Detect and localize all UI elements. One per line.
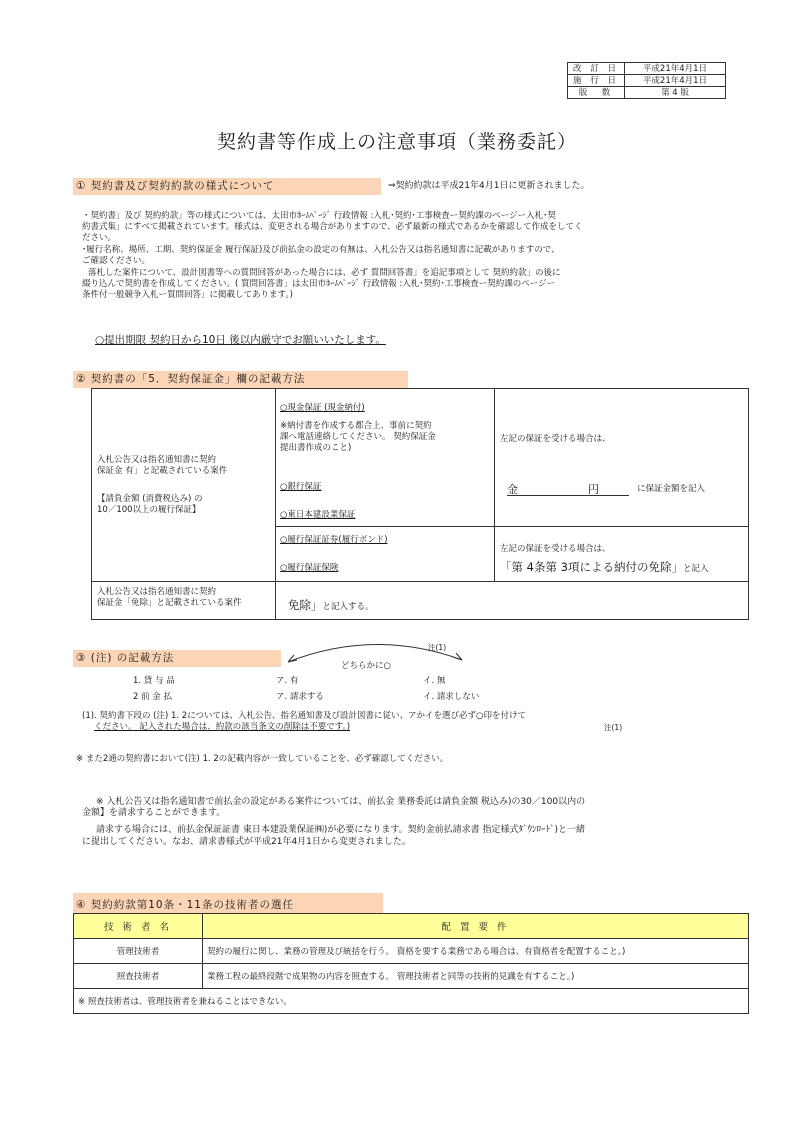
section3-heading: ③ (注) の記載方法 (73, 650, 281, 667)
left-line: 保証金「免除」と記載されている案件 (97, 598, 242, 608)
menjo-text: 免除」 (288, 598, 323, 612)
note-line-2: ください。 記入された場合は、約款の該当条文の削除は不要です。) (94, 722, 351, 732)
section1-update-note: ⇒契約約款は平成21年4月1日に更新されました。 (388, 181, 590, 191)
note-line: 提出書作成のこと) (280, 443, 352, 453)
amount-yen: 円 (588, 483, 599, 496)
p2-line: ご確認ください。 (82, 256, 151, 266)
item2-label: 2 前 金 払 (133, 692, 173, 702)
item1-option-b: イ. 無 (423, 676, 446, 686)
submission-deadline: ○提出期限 契約日から10日 後以内厳守でお願いいたします。 (95, 334, 386, 346)
section1-paragraph3 (82, 268, 752, 301)
enforcement-label: 施 行 日 (568, 75, 625, 87)
revision-value: 平成21年4月1日 (625, 63, 726, 75)
left-line: 入札公告又は指名通知書に契約 (97, 587, 217, 597)
exemption-text: 「第 4条第 3項による納付の免除」 (500, 560, 683, 574)
guarantee-right-note: 左記の保証を受ける場合は、 (500, 434, 611, 444)
engineer-requirement: 契約の履行に関し、業務の管理及び統括を行う。 資格を要する業務である場合は、有資格者を配置すること。) (203, 939, 749, 964)
advance-line-3: 請求する場合には、前払金保証証書 東日本建設業保証㈱)が必要になります。契約金前払請求書 指定様式ﾀﾞｳﾝﾛｰﾄﾞ)と一緒 (96, 825, 586, 835)
note-line: ※納付書を作成する都合上、事前に契約 (280, 421, 432, 431)
exemption-suffix: と記入 (682, 564, 709, 574)
consistency-footnote: ※ また2通の契約書において(注) 1. 2の記載内容が一致していることを、必ず確認してください。 (76, 754, 449, 764)
engineer-table-note: ※ 照査技術者は、管理技術者を兼ねることはできない。 (74, 989, 749, 1014)
option-east-japan: ○東日本建設業保証 (280, 510, 356, 520)
note-mark: 注(1) (428, 643, 447, 652)
engineer-name: 照査技術者 (74, 964, 203, 989)
choose-one-label: どちらかに○ (341, 661, 391, 671)
left-line: 【請負金額 (消費税込み) の (97, 494, 203, 504)
engineer-name: 管理技術者 (74, 939, 203, 964)
revision-label: 改 訂 日 (568, 63, 625, 75)
exemption-instruction (500, 556, 708, 575)
p1-line: ・契約書」及び 契約約款」等の様式については、太田市ﾎｰﾑﾍﾟｰｼﾞ 行政情報 :入札･契約･工事検査ー契約課のページー入札･契 (82, 211, 556, 221)
item1-label: 1. 貸 与 品 (133, 676, 175, 686)
p3-line: 綴り込んで契約書を作成してください。( 質問回答書」は太田市ﾎｰﾑﾍﾟｰｼﾞ 行政情報 :入札･契約･工事検査ー契約課のページー (82, 279, 556, 289)
amount-field (507, 481, 629, 496)
p3-line: 条件付一般競争入札ー質問回答」に掲載してあります。) (82, 290, 293, 300)
item2-option-b: イ. 請求しない (423, 692, 480, 702)
left-line: 10／100以上の履行保証】 (97, 505, 201, 515)
option-bond: ○履行保証証券(履行ボンド) (280, 535, 388, 545)
item1-option-a: ア. 有 (276, 676, 299, 686)
section1-paragraph2 (82, 245, 752, 267)
advance-line-2: 金額】を請求することができます。 (82, 808, 226, 818)
note-line-2-mark: 注(1) (604, 723, 623, 732)
guarantee-required-label (97, 455, 227, 477)
p1-line: ださい。 (82, 233, 117, 243)
cash-note (280, 421, 436, 454)
section4-heading: ④ 契約約款第10条・11条の技術者の選任 (73, 893, 383, 913)
section1-paragraph1 (82, 211, 752, 244)
left-line: 保証金 有」と記載されている案件 (97, 466, 228, 476)
p3-line: 落札した案件について、設計図書等への質問回答があった場合には、必ず 質問回答書」を追記事項として 契約約款」の後に (88, 268, 561, 278)
engineer-requirement: 業務工程の最終段階で成果物の内容を照査する。 管理技術者と同等の技術的見識を有すること。) (203, 964, 749, 989)
p2-line: ･履行名称、場所、工期、契約保証金 履行保証)及び前払金の設定の有無は、入札公告又は指名通知書に記載がありますので、 (82, 245, 560, 255)
amount-prefix: 金 (507, 483, 518, 496)
amount-suffix: に保証金額を記入 (637, 484, 706, 494)
section2-heading: ② 契約書の「5．契約保証金」欄の記載方法 (73, 371, 408, 388)
note-line: 課へ電話連絡してください。 契約保証金 (280, 432, 436, 442)
advance-line-4: に提出してください。なお、請求書様式が平成21年4月1日から変更されました。 (82, 837, 411, 847)
bond-right-note: 左記の保証を受ける場合は、 (500, 544, 611, 554)
guarantee-requirement-note (97, 494, 203, 516)
note-line-1: (1). 契約書下段の (注) 1. 2については、入札公告、指名通知書及び設計図書に従い、アかイを選び必ず○印を付けて (82, 711, 526, 721)
engineer-table (73, 913, 749, 1014)
option-bank: ○銀行保証 (280, 482, 322, 492)
section1-heading: ① 契約書及び契約約款の様式について (73, 178, 381, 195)
option-insurance: ○履行保証保険 (280, 563, 339, 573)
item2-option-a: ア. 請求する (276, 692, 324, 702)
p1-line: 約書式集」にすべて掲載されています。様式は、変更される場合がありますので、必ず最新の様式であるかを確認して作成をしてく (82, 222, 583, 232)
edition-value: 第 4 版 (625, 87, 726, 99)
page-title: 契約書等作成上の注意事項（業務委託） (216, 131, 577, 153)
option-cash: ○現金保証 (現金納付) (280, 403, 365, 413)
exempt-instruction (288, 594, 374, 613)
edition-label: 版 数 (568, 87, 625, 99)
left-line: 入札公告又は指名通知書に契約 (97, 455, 217, 465)
advance-line-1: ※ 入札公告又は指名通知書で前払金の設定がある案件については、前払金 業務委託は請負金額 税込み)の30／100以内の (96, 797, 586, 807)
guarantee-exempt-label (97, 587, 242, 609)
menjo-suffix: と記入する。 (322, 602, 374, 612)
requirement-col-header: 配 置 要 件 (203, 914, 749, 939)
engineer-col-header: 技 術 者 名 (74, 914, 203, 939)
enforcement-value: 平成21年4月1日 (625, 75, 726, 87)
revision-table (567, 62, 726, 99)
